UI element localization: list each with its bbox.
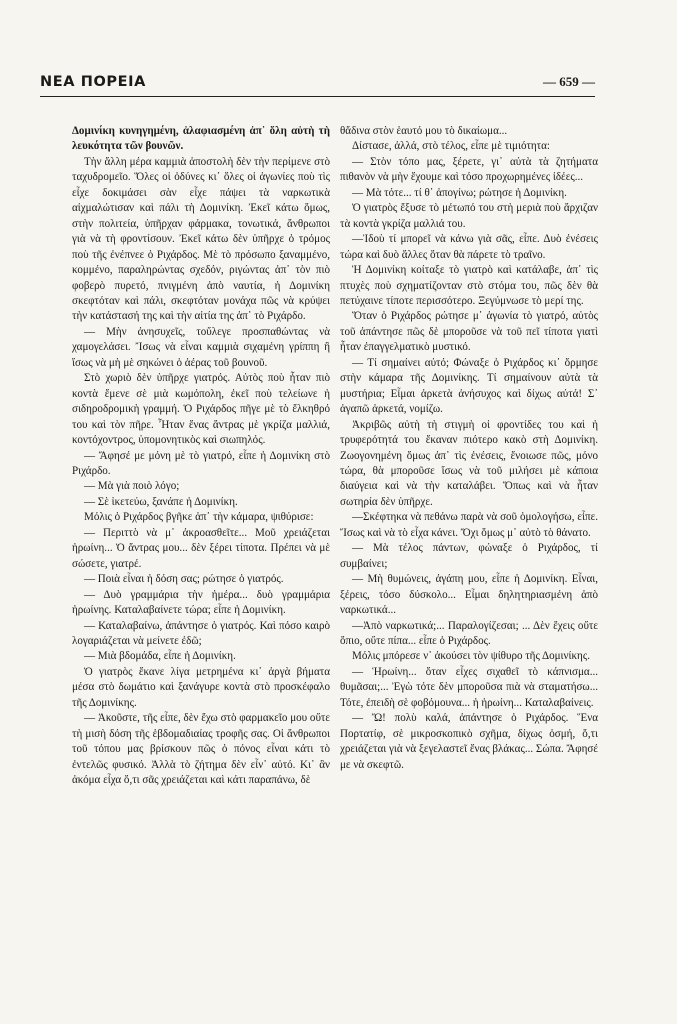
paragraph: Δομινίκη κυνηγημένη, ἀλαφιασμένη ἀπ᾽ ὅλη αὐτὴ τὴ λευκότητα τῶν βουνῶν. — [72, 125, 330, 153]
running-header — [40, 72, 595, 97]
left-column — [72, 124, 330, 788]
paragraph: — Μὴ θυμώνεις, ἀγάπη μου, εἶπε ἡ Δομινίκη. Εἶναι, ξέρεις, τόσο δύσκολο... Εἶμαι δηλητηριασμένη ἀπὸ ναρκωτικά... — [340, 573, 598, 617]
paragraph: —Ἀπὸ ναρκωτικά;... Παραλογίζεσαι; ... Δὲν ἔχεις οὔτε ὄπιο, οὔτε πίπα... εἶπε ὁ Ριχάρδος. — [340, 619, 598, 647]
paragraph: — Μὰ τότε... τί θ᾽ ἀπογίνω; ρώτησε ἡ Δομινίκη. — [352, 186, 567, 199]
paragraph: Ὁ γιατρὸς ἔκανε λίγα μετρημένα κι᾽ ἀργὰ βήματα μέσα στὸ δωμάτιο καὶ ξανάγυρε κοντὰ στὸ προσκέφαλο τῆς Δομινίκης. — [72, 665, 330, 709]
paragraph: — Τί σημαίνει αὐτό; Φώναξε ὁ Ριχάρδος κι᾽ ὅρμησε στὴν κάμαρα τῆς Δομινίκης. Τί σημαίνουν αὐτὰ τὰ μυστήρια; Εἶμαι ἀρκετὰ ἀνήσυχος καὶ δίχως αὐτά! Σ᾽ ἀγαπῶ ἀρκετά, νομίζω. — [340, 356, 598, 416]
paragraph: — Μὰ τέλος πάντων, φώναξε ὁ Ριχάρδος, τί συμβαίνει; — [340, 542, 598, 570]
paragraph: — Περιττὸ νὰ μ᾽ ἀκροασθεῖτε... Μοῦ χρειάζεται ἡρωίνη... Ὁ ἄντρας μου... δὲν ξέρει τίποτα. Πρέπει νὰ μὲ σώσετε, γιατρέ. — [72, 526, 330, 570]
paragraph: —Σκέφτηκα νὰ πεθάνω παρὰ νὰ σοῦ ὁμολογήσω, εἶπε. Ἴσως καὶ νὰ τὸ εἶχα κάνει. Ὄχι ὅμως μ᾽ αὐτὸ τὸ θάνατο. — [340, 511, 598, 539]
paragraph: Δίστασε, ἀλλά, στὸ τέλος, εἶπε μὲ τιμιότητα: — [352, 140, 550, 153]
paragraph: Τὴν ἄλλη μέρα καμμιὰ ἀποστολὴ δὲν τὴν περίμενε στὸ ταχυδρομεῖο. Ὅλες οἱ ὀδύνες κι᾽ ὅλες οἱ ἀγωνίες ποὺ τὶς εἶχε δοκιμάσει σὰν εἶχε πάψει τὰ ναρκωτικὰ αἰχμαλώτισαν καὶ πάλι τὴ Δομινίκη. Ἐκεῖ κάτω ὅμως, στὴν πολιτεία, ὑπῆρχαν φάρμακα, τονωτικά, ἄνθρωποι γιὰ νὰ τὴ φροντίσουν. Ἐκεῖ κάτω δὲν ὑπῆρχε ὁ τρόμος ποὺ τῆς ἐνέπνεε ὁ Ριχάρδος. Μὲ τὸ πρόσωπο ξαναμμένο, κομμένο, παραληρώντας σχεδόν, ριγώντας ἀπ᾽ τὸν πιὸ φοβερὸ πυρετό, πνιγμένη ἀπὸ ναυτία, ἡ Δομινίκη σκεφτόταν καὶ πάλι, σκεφτόταν μονάχα πῶς νὰ κρύψει τὴν κατάστασή της καὶ τὴν αἰτία της ἀπ᾽ τὸ Ριχάρδο. — [72, 155, 330, 323]
paragraph: — Μὴν ἀνησυχεῖς, τοὔλεγε προσπαθώντας νὰ χαμογελάσει. Ἴσως νὰ εἶναι καμμιὰ σιχαμένη γρίππη ἢ ἴσως νὰ μὴ μὲ σηκώνει ὁ ἀέρας τοῦ βουνοῦ. — [72, 325, 330, 369]
paragraph: θἄδινα στὸν ἑαυτό μου τὸ δικαίωμα... — [340, 125, 508, 137]
paragraph: — Σὲ ἱκετεύω, ξανάπε ἡ Δομινίκη. — [84, 495, 238, 508]
paragraph: — Ποιὰ εἶναι ἡ δόση σας; ρώτησε ὁ γιατρός. — [84, 573, 284, 586]
paragraph: — Καταλαβαίνω, ἀπάντησε ὁ γιατρός. Καὶ πόσο καιρὸ λογαριάζεται νὰ μείνετε ἐδῶ; — [72, 619, 330, 647]
paragraph: — Ὤ! πολὺ καλά, ἀπάντησε ὁ Ριχάρδος. Ἕνα Πορτατίφ, σὲ μικροσκοπικὸ σχῆμα, δίχως ὀσμή, ὅ,τι χρειάζεται γιὰ νὰ ξεγελαστεῖ ἕνας βλάκας... Σώπα. Ἄφησέ με νὰ σκεφτῶ. — [340, 712, 598, 771]
paragraph: —Ἰδοὺ τί μπορεῖ νὰ κάνω γιὰ σᾶς, εἶπε. Δυὸ ἐνέσεις τώρα καὶ δυὸ ἄλλες ὅταν θὰ πάρετε τὸ τραῖνο. — [340, 233, 598, 261]
paragraph: — Μὰ γιὰ ποιὸ λόγο; — [84, 480, 180, 493]
journal-title: ΝΕΑ ΠΟΡΕΙΑ — [40, 74, 146, 90]
right-column — [340, 124, 598, 773]
page-number: — 659 — — [543, 74, 595, 89]
paragraph: — Δυὸ γραμμάρια τὴν ἡμέρα... δυὸ γραμμάρια ἡρωίνης. Καταλαβαίνετε τώρα; εἶπε ἡ Δομινίκη. — [72, 588, 330, 617]
paragraph: Ὅταν ὁ Ριχάρδος ρώτησε μ᾽ ἀγωνία τὸ γιατρό, αὐτὸς τοῦ ἀπάντησε πῶς δὲ μποροῦσε νὰ τοῦ πεῖ τίποτα γιατὶ ἦταν ἐπαγγελματικὸ μυστικό. — [340, 310, 598, 354]
paragraph: — Στὸν τόπο μας, ξέρετε, γι᾽ αὐτὰ τὰ ζητήματα πιθανὸν νὰ μὴν ἔχουμε καὶ τόσο προχωρημένες ἰδέες... — [340, 155, 598, 184]
paragraph: Μόλις μπόρεσε ν᾽ ἀκούσει τὸν ψίθυρο τῆς Δομινίκης. — [352, 650, 590, 663]
paragraph: — Ἀκοῦστε, τῆς εἶπε, δὲν ἔχω στὸ φαρμακεῖο μου οὔτε τὴ μισὴ δόση τῆς ἑβδομαδιαίας τροφῆς σας. Οἱ ἄνθρωποι τοῦ τόπου μας βρίσκουν πῶς ὁ πόνος εἶναι κάτι τὸ ἐντελῶς φυσικό. Ἀλλὰ τὸ ζήτημα δὲν εἶν᾽ αὐτό. Κι᾽ ἂν ἀκόμα εἶχα ὅ,τι σᾶς χρειάζεται καὶ κάτι παραπάνω, δὲ — [72, 712, 330, 787]
paragraph: Ἡ Δομινίκη κοίταξε τὸ γιατρὸ καὶ κατάλαβε, ἀπ᾽ τὶς πτυχὲς ποὺ σχηματίζονταν στὸ στόμα του, πῶς δὲν θὰ πετύχαινε τίποτε περισσότερο. Ξεγύμνωσε τὸ μερί της. — [340, 264, 598, 307]
paragraph: — Ἄφησέ με μόνη μὲ τὸ γιατρό, εἶπε ἡ Δομινίκη στὸ Ριχάρδο. — [72, 449, 330, 477]
paragraph: — Ἡρωίνη... ὅταν εἶχες σιχαθεῖ τὸ κάπνισμα... θυμᾶσαι;... Ἐγὼ τότε δὲν μποροῦσα πιὰ νὰ σταματήσω... Τότε, ἐπειδὴ σὲ φοβόμουνα... ἡ ἡρωίνη... Καταλαβαίνεις. — [340, 665, 598, 709]
paragraph: Ἀκριβῶς αὐτὴ τὴ στιγμὴ οἱ φροντίδες του καὶ ἡ τρυφερότητά του ἔκαναν πιότερο κακὸ στὴ Δομινίκη. Ζωογονημένη ὅμως ἀπ᾽ τὶς ἐνέσεις, ἔνοιωσε πῶς, μόνο τώρα, θὰ μποροῦσε ἴσως νὰ τοῦ μιλήσει μὲ κάποια διαύγεια καὶ νὰ τὴν καταλάβει. Ὅπως καὶ νὰ ἦταν σωτηρία δὲν ὑπῆρχε. — [340, 418, 598, 508]
paragraph: — Μιὰ βδομάδα, εἶπε ἡ Δομινίκη. — [84, 650, 236, 663]
paragraph: Μόλις ὁ Ριχάρδος βγῆκε ἀπ᾽ τὴν κάμαρα, ψιθύρισε: — [84, 511, 314, 524]
paragraph: Στὸ χωριὸ δὲν ὑπῆρχε γιατρός. Αὐτὸς ποὺ ἦταν πιὸ κοντὰ ἔμενε σὲ μιὰ κωμόπολη, ἐκεῖ ποὺ τελείωνε ἡ σιδηροδρομικὴ γραμμή. Ὁ Ριχάρδος πῆγε μὲ τὸ ἔλκηθρό του καὶ τὸν πῆρε. Ἦταν ἕνας ἄντρας μὲ γκρίζα μαλλιά, κοντόχοντρος, ὑπομονητικὸς καὶ σιωπηλός. — [72, 372, 330, 447]
paragraph: Ὁ γιατρὸς ἔξυσε τὸ μέτωπό του στὴ μεριὰ ποὺ ἄρχιζαν τὰ κοντὰ γκρίζα μαλλιά του. — [340, 202, 598, 230]
